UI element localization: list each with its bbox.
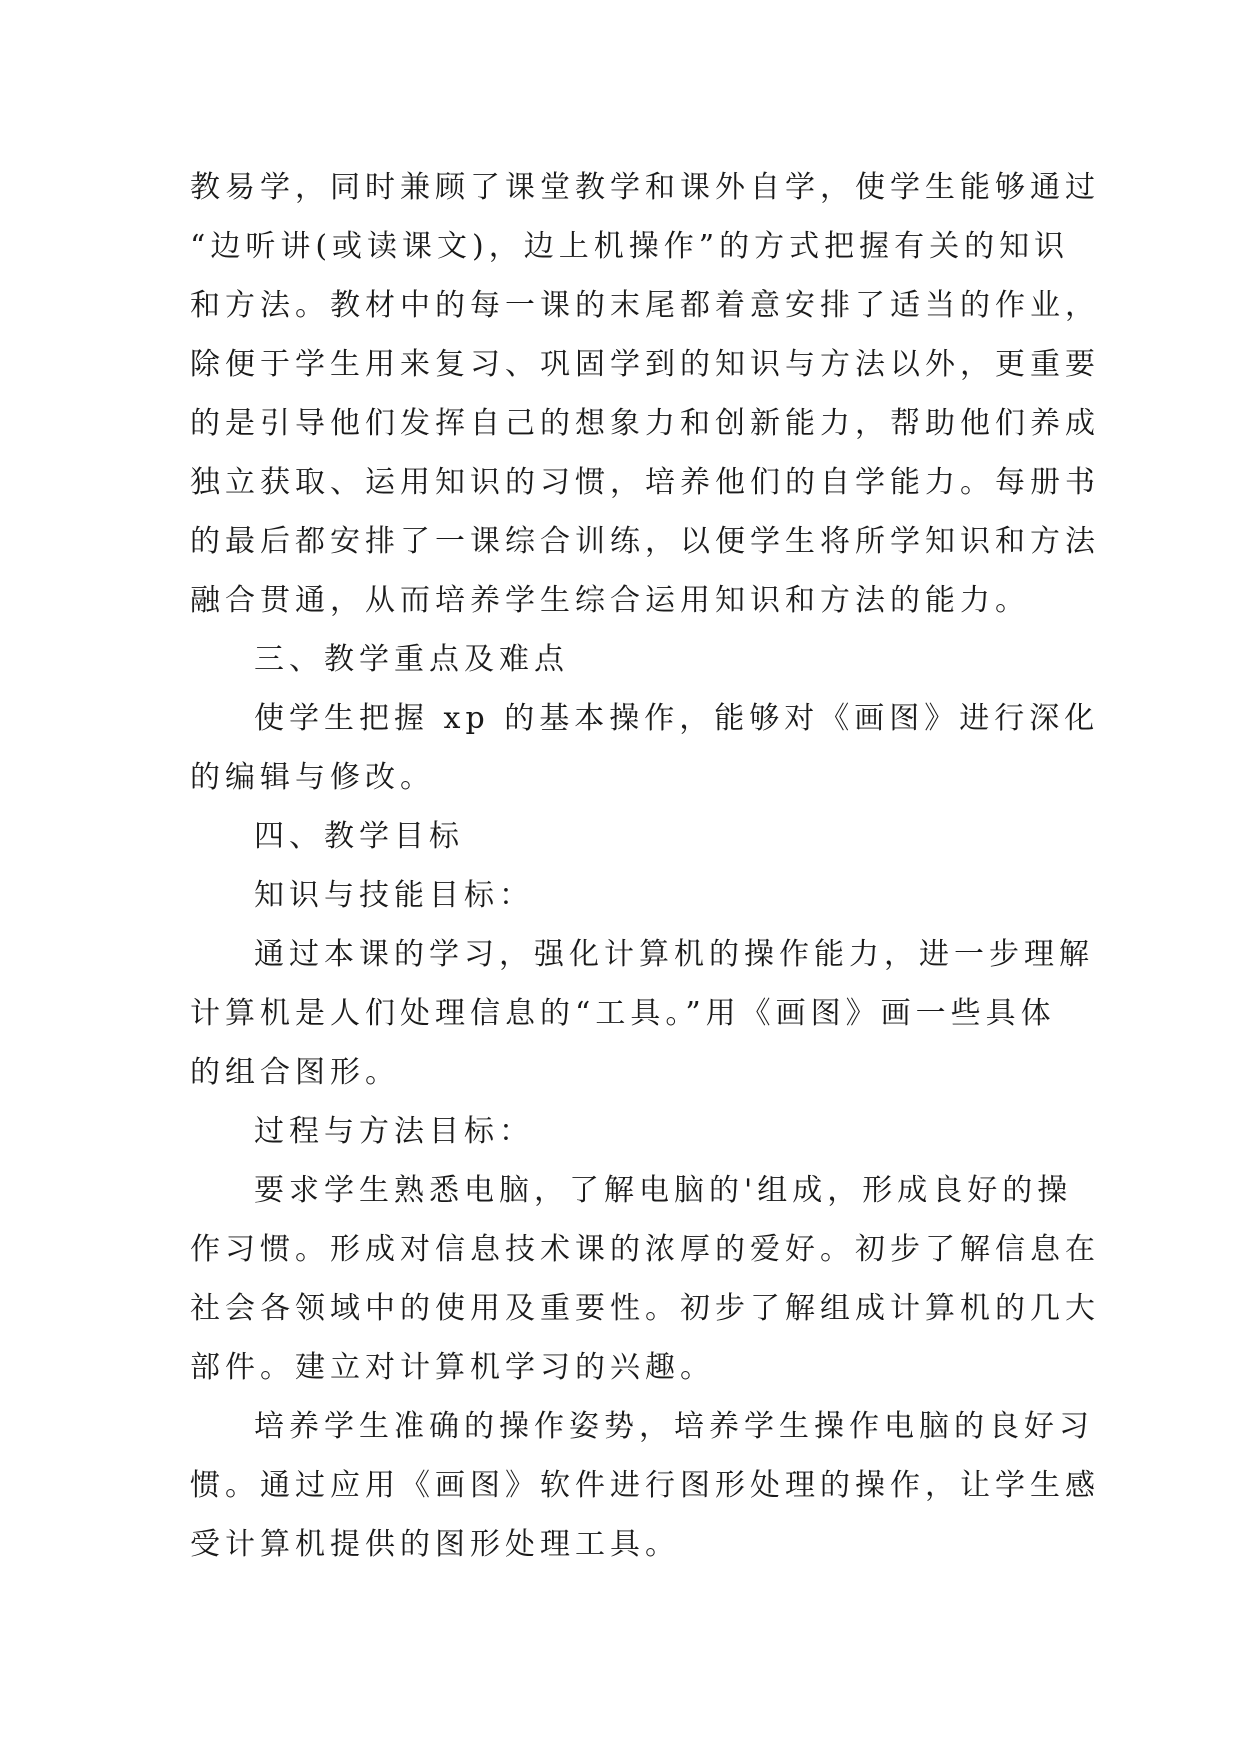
subsection-heading: 知识与技能目标： [254, 878, 534, 913]
text-line: 融合贯通，从而培养学生综合运用知识和方法的能力。 [190, 583, 1030, 618]
section-heading: 四、教学目标 [254, 819, 464, 854]
text-line: 独立获取、运用知识的习惯，培养他们的自学能力。每册书 [190, 465, 1100, 500]
text-line: 和方法。教材中的每一课的末尾都着意安排了适当的作业， [190, 288, 1100, 323]
text-line: 的是引导他们发挥自己的想象力和创新能力，帮助他们养成 [190, 406, 1100, 441]
text-line: 作习惯。形成对信息技术课的浓厚的爱好。初步了解信息在 [190, 1232, 1100, 1267]
text-line: 社会各领域中的使用及重要性。初步了解组成计算机的几大 [190, 1291, 1100, 1326]
subsection-heading: 过程与方法目标： [254, 1114, 534, 1149]
text-line: 部件。建立对计算机学习的兴趣。 [190, 1350, 715, 1385]
text-line: 教易学，同时兼顾了课堂教学和课外自学，使学生能够通过 [190, 170, 1100, 205]
text-line: 的组合图形。 [190, 1055, 400, 1090]
text-line: 惯。通过应用《画图》软件进行图形处理的操作，让学生感 [190, 1468, 1100, 1503]
text-line: 除便于学生用来复习、巩固学到的知识与方法以外，更重要 [190, 347, 1100, 382]
text-line: 的最后都安排了一课综合训练，以便学生将所学知识和方法 [190, 524, 1100, 559]
text-line: 计算机是人们处理信息的“工具。”用《画图》画一些具体 [190, 996, 1056, 1031]
text-line: 要求学生熟悉电脑，了解电脑的'组成，形成良好的操 [254, 1173, 1073, 1208]
text-line: 的编辑与修改。 [190, 760, 435, 795]
document-page [190, 158, 1100, 1574]
text-line: 受计算机提供的图形处理工具。 [190, 1527, 680, 1562]
text-line: 培养学生准确的操作姿势，培养学生操作电脑的良好习 [254, 1409, 1094, 1444]
text-line: “边听讲(或读课文)，边上机操作”的方式把握有关的知识 [190, 229, 1070, 264]
text-line: 通过本课的学习，强化计算机的操作能力，进一步理解 [254, 937, 1094, 972]
text-line: 使学生把握 xp 的基本操作，能够对《画图》进行深化 [254, 701, 1100, 736]
section-heading: 三、教学重点及难点 [254, 642, 569, 677]
